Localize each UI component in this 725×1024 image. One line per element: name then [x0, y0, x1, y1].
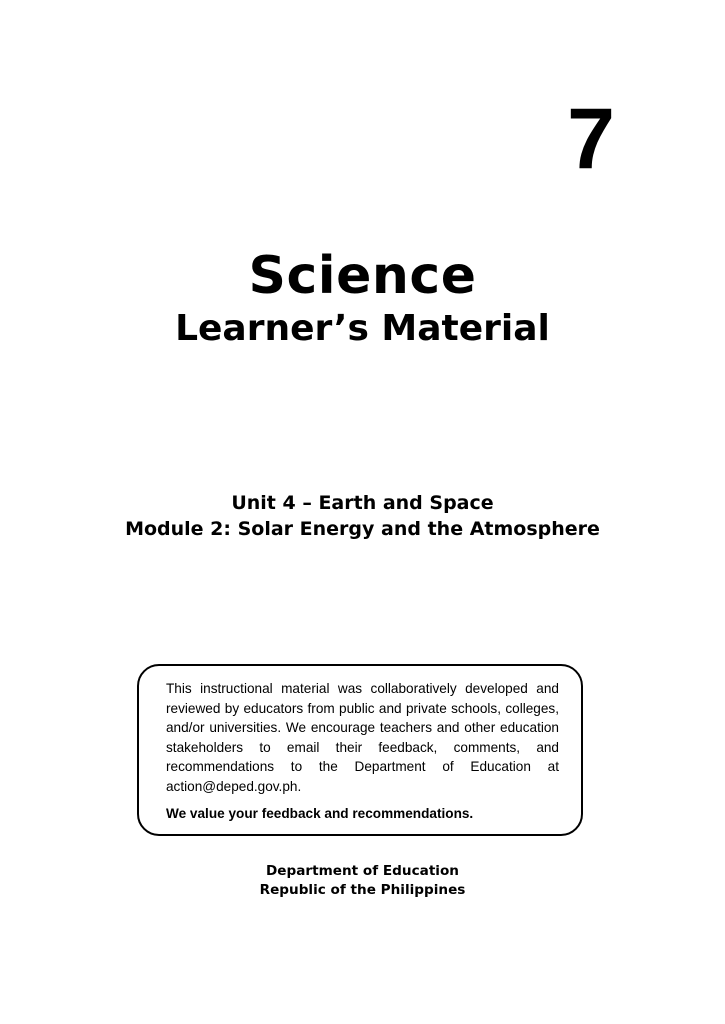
- module-title: Module 2: Solar Energy and the Atmosphere: [125, 518, 600, 540]
- department-name: Department of Education: [266, 863, 459, 879]
- feedback-notice-box: [137, 664, 583, 836]
- module-info: [0, 490, 725, 542]
- material-type: Learner’s Material: [175, 308, 550, 350]
- subject-title: Science: [248, 246, 477, 306]
- notice-body: This instructional material was collaboratively developed and reviewed by educators from public and private schools, colleges, and/or universities. We encourage teachers and other education stakeholders to email their feedback, comments, and recommendations to the Department of Education at action@deped.gov.ph.: [166, 681, 559, 794]
- grade-number: 7: [567, 91, 615, 187]
- unit-title: Unit 4 – Earth and Space: [231, 492, 494, 514]
- publisher-block: [0, 862, 725, 900]
- title-block: [0, 248, 725, 350]
- notice-emphasis: We value your feedback and recommendations.: [166, 805, 474, 821]
- country-name: Republic of the Philippines: [259, 882, 466, 898]
